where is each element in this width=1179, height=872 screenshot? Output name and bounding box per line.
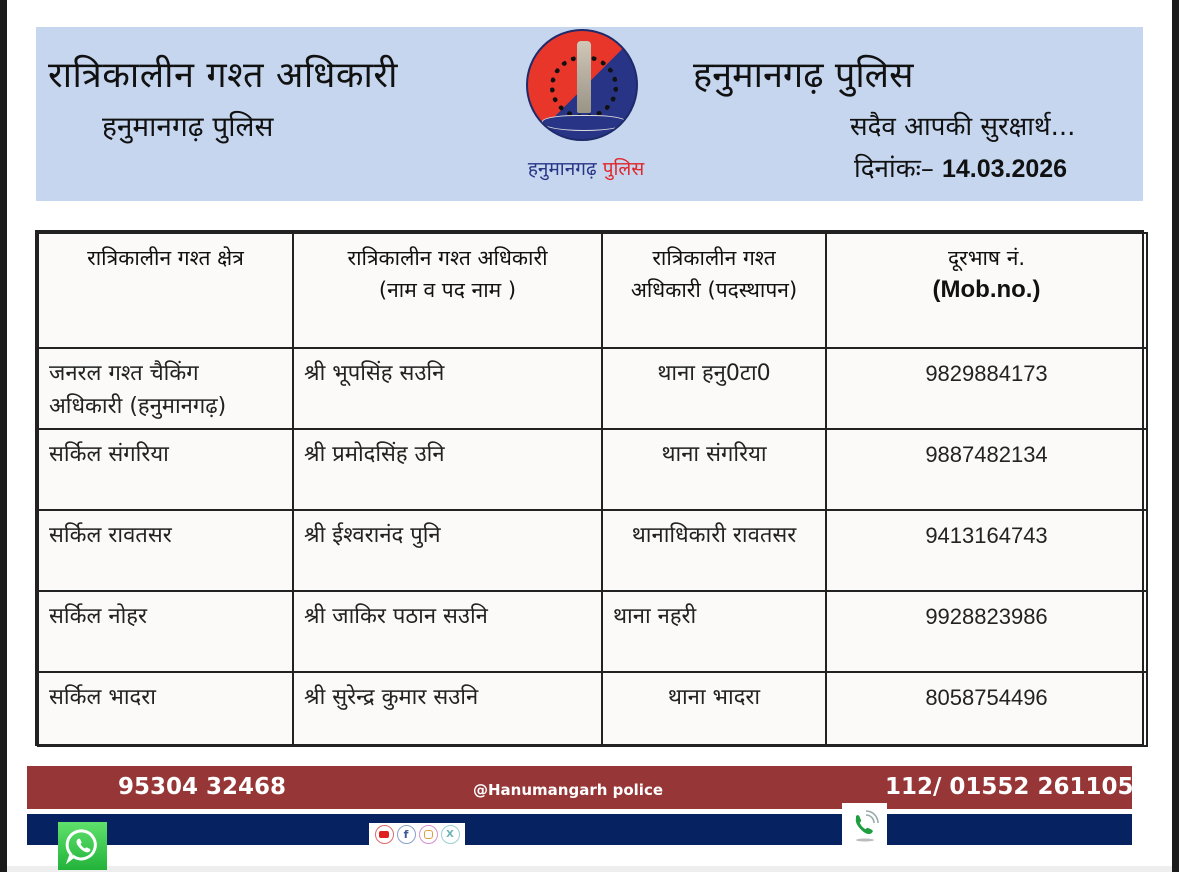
police-logo-block [522,27,645,201]
cell-mobile: 9887482134 [826,429,1147,510]
night-patrol-table [35,230,1144,746]
emblem-banner [542,115,626,131]
cell-posting: थाना हनु0टा0 [602,348,826,429]
cell-mobile: 9829884173 [826,348,1147,429]
date-line [854,149,1067,185]
cell-posting: थानाधिकारी रावतसर [602,510,826,591]
table-row [38,348,1147,429]
table-header-row [38,233,1147,348]
footer-contact-band [27,766,1132,809]
table-row [38,510,1147,591]
column-header-posting: रात्रिकालीन गश्त अधिकारी (पदस्थापन) [602,233,826,348]
cell-mobile: 8058754496 [826,672,1147,746]
cell-mobile: 9413164743 [826,510,1147,591]
social-handle: @Hanumangarh police [473,781,664,799]
x-twitter-icon[interactable]: X [441,825,460,844]
table-row [38,591,1147,672]
logo-caption-police: पुलिस [602,158,645,180]
column-header-mobile: दूरभाष नं. (Mob.no.) [826,233,1147,348]
rajasthan-police-emblem-icon [526,29,638,141]
social-icons-strip [369,823,465,845]
cell-area: जनरल गश्त चैकिंग अधिकारी (हनुमानगढ़) [38,348,293,429]
table-row [38,429,1147,510]
org-title: हनुमानगढ़ पुलिस [693,55,914,96]
cell-posting: थाना भादरा [602,672,826,746]
cell-officer: श्री भूपसिंह सउनि [293,348,602,429]
cell-officer: श्री प्रमोदसिंह उनि [293,429,602,510]
cell-area: सर्किल रावतसर [38,510,293,591]
tagline: सदैव आपकी सुरक्षार्थ... [850,112,1076,142]
logo-caption-district: हनुमानगढ़ [527,158,597,180]
column-header-officer: रात्रिकालीन गश्त अधिकारी (नाम व पद नाम ) [293,233,602,348]
whatsapp-icon [58,822,107,870]
helpline-number: 112/ 01552 261105 [885,774,1134,800]
cell-officer: श्री ईश्वरानंद पुनि [293,510,602,591]
cell-officer: श्री सुरेन्द्र कुमार सउनि [293,672,602,746]
cell-mobile: 9928823986 [826,591,1147,672]
cell-officer: श्री जाकिर पठान सउनि [293,591,602,672]
instagram-icon[interactable] [419,825,438,844]
page-subtitle: हनुमानगढ़ पुलिस [102,110,274,143]
cell-posting: थाना संगरिया [602,429,826,510]
poster-page [7,0,1172,866]
cell-posting: थाना नहरी [602,591,826,672]
header-banner [36,27,1143,201]
date-label: दिनांकः– [854,154,934,184]
page-title: रात्रिकालीन गश्त अधिकारी [48,55,398,96]
cell-area: सर्किल भादरा [38,672,293,746]
emblem-pillar [577,41,591,113]
youtube-icon[interactable] [375,825,394,844]
whatsapp-number: 95304 32468 [118,774,287,800]
footer-blue-band [27,814,1132,845]
facebook-icon[interactable]: f [397,825,416,844]
date-value: 14.03.2026 [941,155,1068,183]
phone-call-icon [842,803,887,850]
cell-area: सर्किल संगरिया [38,429,293,510]
cell-area: सर्किल नोहर [38,591,293,672]
logo-caption [506,155,666,181]
column-header-area: रात्रिकालीन गश्त क्षेत्र [38,233,293,348]
page-bottom-edge [7,866,1172,872]
table-row [38,672,1147,746]
